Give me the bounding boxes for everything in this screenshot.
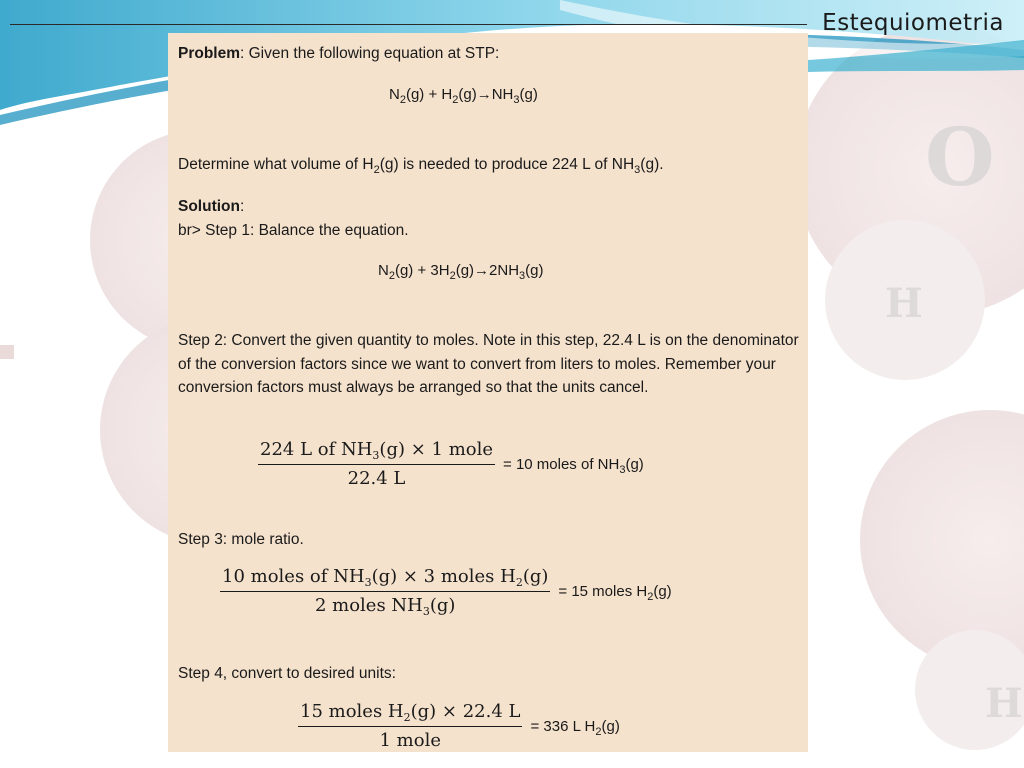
fraction-result: [503, 453, 644, 477]
fraction: [220, 566, 550, 617]
fraction: [258, 439, 495, 490]
eq-text: (g) + 3H: [394, 262, 450, 279]
fraction-numerator: [258, 439, 495, 465]
q-text: (g).: [640, 156, 664, 173]
fraction-denominator: [220, 592, 550, 617]
fraction-denominator: 1 mole: [379, 730, 441, 751]
frac-text: (g): [429, 595, 456, 616]
eq-sub: 2: [399, 94, 406, 106]
step-2: Step 2: Convert the given quantity to moles. Note in this step, 22.4 L is on the denominator of the conversion factors since we want to convert from liters to moles. Remember your conversion factors must always be arranged so that the units cancel.: [178, 332, 799, 396]
frac-text: 15 moles H: [300, 701, 404, 722]
eq-text: (g): [519, 86, 538, 103]
eq-text: (g) + H: [405, 86, 453, 103]
eq-sub: 2: [452, 94, 459, 106]
q-sub: 3: [634, 164, 641, 176]
eq-text: (g)→NH: [458, 86, 514, 103]
fraction-numerator: [220, 566, 550, 592]
reaction-equation: [389, 83, 538, 107]
res-text: (g): [653, 582, 672, 600]
eq-sub: 3: [513, 94, 520, 106]
conversion-fraction-3: [298, 701, 620, 752]
problem-statement: : Given the following equation at STP:: [240, 45, 500, 62]
deco-mark: [0, 345, 14, 359]
conversion-fraction-2: [220, 566, 672, 617]
res-text: (g): [601, 717, 620, 735]
frac-sub: 3: [372, 449, 380, 462]
content-panel: [168, 33, 808, 752]
frac-text: (g): [522, 566, 549, 587]
solution-heading: [178, 195, 244, 219]
watermark-letter: H: [885, 280, 923, 327]
eq-text: (g): [525, 262, 544, 279]
res-text: = 15 moles H: [558, 582, 648, 600]
q-text: Determine what volume of H: [178, 156, 374, 173]
solution-colon: :: [240, 198, 245, 215]
step-4: Step 4, convert to desired units:: [178, 665, 396, 682]
res-sub: 2: [647, 590, 654, 603]
conversion-fraction-1: [258, 439, 644, 490]
problem-heading: [178, 42, 499, 66]
q-text: (g) is needed to produce 224 L of NH: [379, 156, 635, 173]
res-text: = 10 moles of NH: [503, 455, 620, 473]
problem-label: Problem: [178, 45, 241, 62]
fraction-result: [558, 580, 671, 604]
fraction-numerator: [298, 701, 522, 727]
watermark-letter: H: [985, 680, 1023, 727]
res-text: = 336 L H: [530, 717, 596, 735]
eq-sub: 2: [449, 270, 456, 282]
frac-text: (g) × 22.4 L: [410, 701, 521, 722]
frac-sub: 2: [515, 576, 523, 589]
watermark-letter: O: [925, 110, 995, 204]
frac-text: 10 moles of NH: [222, 566, 365, 587]
frac-text: (g) × 3 moles H: [371, 566, 516, 587]
q-sub: 2: [373, 164, 380, 176]
fraction: [298, 701, 522, 752]
res-text: (g): [625, 455, 644, 473]
eq-text: N: [378, 262, 389, 279]
eq-text: N: [389, 86, 400, 103]
slide-title: Estequiometria: [822, 10, 1004, 36]
frac-text: 224 L of NH: [260, 439, 373, 460]
step-1: br> Step 1: Balance the equation.: [178, 222, 409, 239]
frac-text: (g) × 1 mole: [379, 439, 494, 460]
deco-ball: [860, 410, 1024, 670]
frac-sub: 3: [422, 605, 430, 618]
eq-text: (g)→2NH: [455, 262, 520, 279]
frac-sub: 2: [403, 711, 411, 724]
eq-sub: 3: [519, 270, 526, 282]
step-3: Step 3: mole ratio.: [178, 531, 304, 548]
res-sub: 3: [619, 463, 626, 476]
fraction-denominator: 22.4 L: [347, 468, 406, 489]
frac-sub: 3: [364, 576, 372, 589]
res-sub: 2: [595, 725, 602, 738]
fraction-result: [530, 715, 619, 739]
eq-sub: 2: [388, 270, 395, 282]
title-rule: [10, 24, 807, 25]
frac-text: 2 moles NH: [314, 595, 423, 616]
balanced-equation: [378, 259, 544, 283]
problem-question: [178, 153, 664, 177]
solution-label: Solution: [178, 198, 240, 215]
